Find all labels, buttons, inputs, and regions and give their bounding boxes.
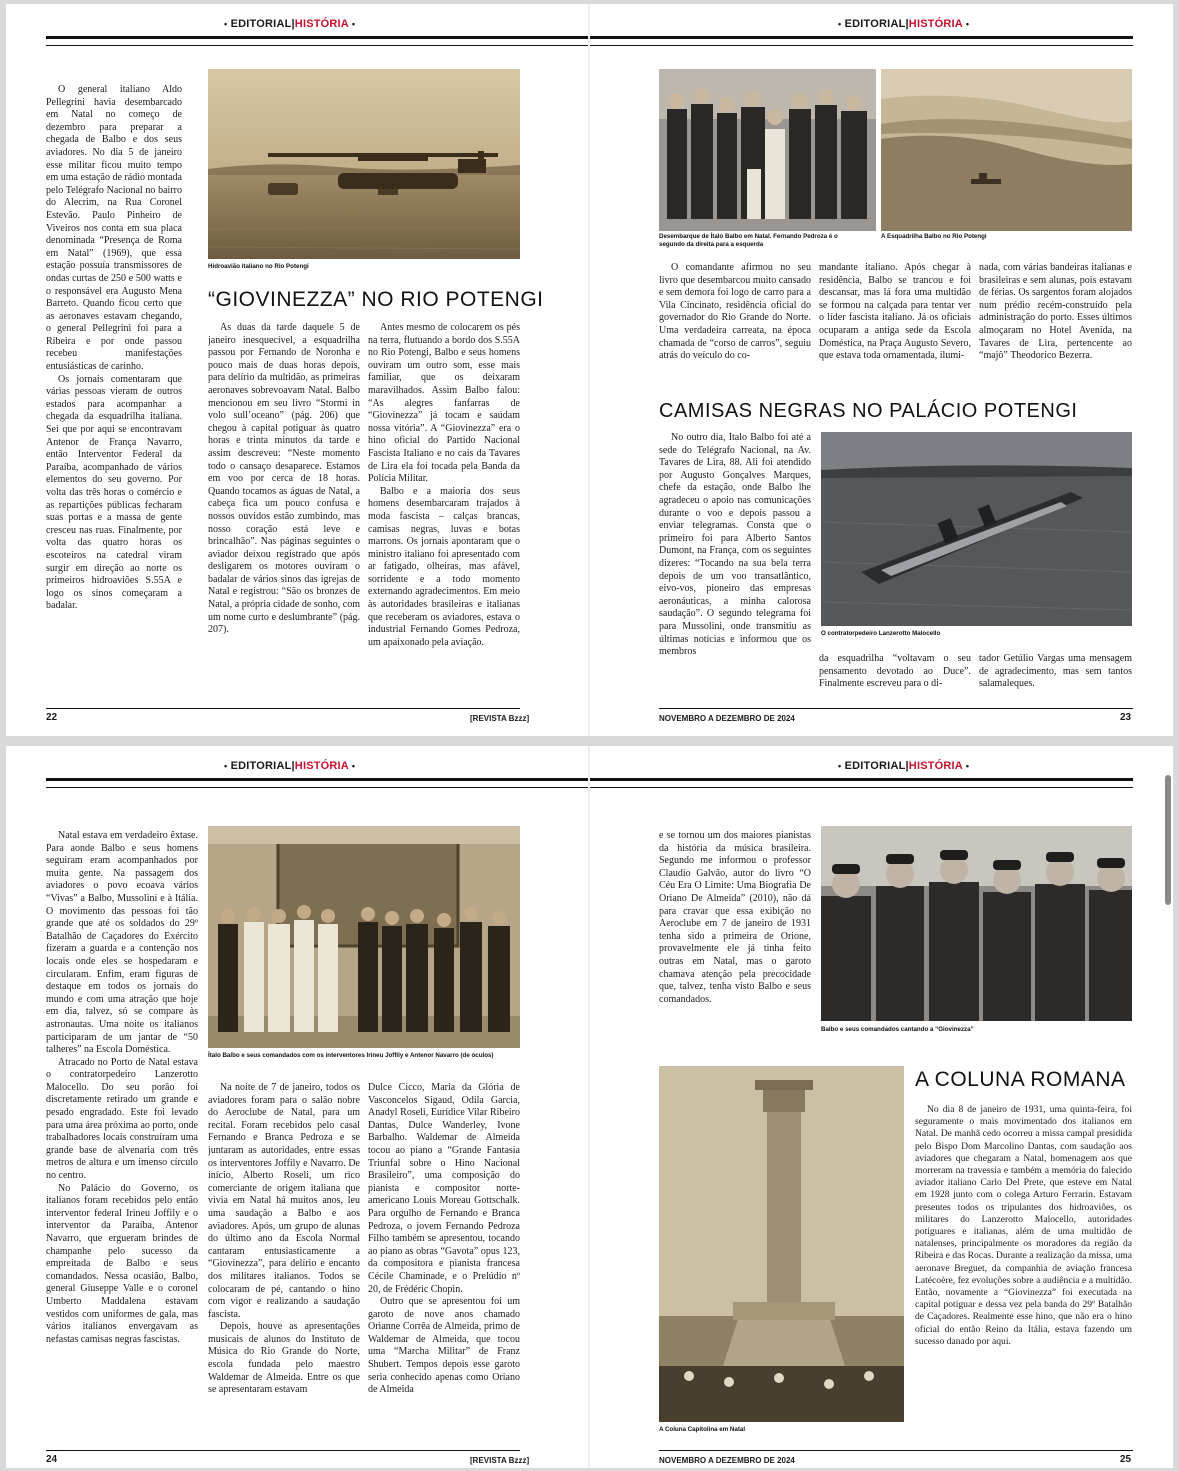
article-column bbox=[368, 1082, 520, 1440]
page-number: 25 bbox=[1120, 1454, 1132, 1465]
header-subsection: HISTÓRIA bbox=[294, 18, 349, 30]
header-bullet: • bbox=[351, 19, 356, 29]
paragraph: Os jornais comentaram que várias pessoas vieram de outros estados para acompanhar a chegada da esquadrilha italiana. Sei que por aqui se encontravam Antenor de França Navarro, então Interventor Federal da Paraíba, acompanhado de vários elementos do seu governo. Por volta das três horas o comércio e as repartições públicas fecharam suas portas e a massa de gente cresceu nas ruas. Finalmente, por volta das quatro horas os escoteiros na catedral viram surgir em direção ao norte os primeiros hidroaviões S.55A e logo os sinos começaram a badalar. bbox=[46, 373, 182, 612]
paragraph: No dia 8 de janeiro de 1931, uma quinta-feira, foi seguramente o mais movimentado dos italianos em Natal. De manhã cedo ocorreu a missa campal presidida pelo Bispo Dom Marcolino Dantas, com saudação aos aviadores que chegaram a Natal, homenagem aos que morreram na travessia e também a memória do falecido aviador italiano Carlo Del Prete, que esteve em Natal em 1928 junto com o colega Arturo Ferrarin. Estavam presentes todos os tripulantes dos hidroaviões, os militares do Lanzerotto Malocello, autoridades potiguares e italianas, além de uma multidão de natalenses, principalmente os moradores da região da Ribeira e das Rocas. Durante a realização da missa, uma aeronave Breguet, da companhia de aviação francesa Latécoère, fez evoluções sobre a audiência e a multidão. Então, novamente a “Giovinezza” foi executada na capital potiguar e dessa vez pela banda do 29º Batalhão de Caçadores. Realmente esse hino, que não era o hino oficial do então Reino da Itália, estava fazendo um sucesso danado por aqui. bbox=[915, 1104, 1132, 1347]
spread-pages-22-23 bbox=[6, 4, 1173, 736]
header-separator: | bbox=[905, 760, 909, 772]
paragraph: mandante italiano. Após chegar à residência, Balbo se trancou e foi descansar, mas lá fora uma multidão se formou na calçada para tentar ver o líder fascista italiano. Já os oficiais ocuparam a antiga sede da Escola Doméstica, na Praça Augusto Severo, que estava toda ornamentada, ilumi- bbox=[819, 262, 971, 362]
article-column bbox=[46, 84, 182, 696]
header-separator: | bbox=[905, 18, 909, 30]
header-section: EDITORIAL bbox=[230, 760, 292, 772]
photo-caption: Hidroavião italiano no Rio Potengi bbox=[208, 263, 309, 270]
article-column bbox=[979, 653, 1132, 697]
destroyer-photo bbox=[821, 432, 1132, 626]
running-header bbox=[838, 18, 969, 30]
header-section: EDITORIAL bbox=[844, 760, 906, 772]
running-header bbox=[224, 760, 355, 772]
header-section: EDITORIAL bbox=[844, 18, 906, 30]
header-bullet: • bbox=[224, 761, 228, 771]
magazine-name: [REVISTA Bzzz] bbox=[470, 1456, 530, 1465]
issue-date: NOVEMBRO A DEZEMBRO DE 2024 bbox=[659, 1456, 795, 1465]
hydroplane-photo bbox=[208, 69, 520, 259]
running-header bbox=[224, 18, 355, 30]
balbo-disembark-photo bbox=[659, 69, 876, 231]
article-column bbox=[46, 830, 198, 1440]
paragraph: No Palácio do Governo, os italianos foram recebidos pelo então interventor federal Irineu Joffily e o interventor da Paraíba, Antenor Navarro, que ergueram brindes de champanhe pelo sucesso da empreitada de Balbo e seus comandados. Nessa ocasião, Balbo, general Giuseppe Valle e o coronel Umberto Maddalena estavam vestidos com uniformes de gala, mas vários italianos envergavam as nefastas camisas negras fascistas. bbox=[46, 1182, 198, 1345]
header-bullet: • bbox=[965, 19, 970, 29]
photo-caption: Desembarque de Ítalo Balbo em Natal. Fernando Pedroza é o segundo da direita para a esquerda bbox=[659, 233, 838, 248]
magazine-name: [REVISTA Bzzz] bbox=[470, 714, 530, 723]
header-rule bbox=[590, 36, 1133, 46]
header-rule bbox=[590, 778, 1133, 788]
footer-rule bbox=[659, 1450, 1133, 1451]
scrollbar-thumb[interactable] bbox=[1165, 775, 1171, 905]
photo-caption: A Esquadrilha Balbo no Rio Potengi bbox=[881, 233, 987, 240]
paragraph: Na noite de 7 de janeiro, todos os aviadores foram para o salão nobre do Aeroclube de Natal, para um recital. Foram recebidos pelo casal Fernando e Branca Pedroza e se juntaram as autoridades, entre essas os interventores Joffily e Navarro. De início, Alberto Roseli, um rico comerciante de origem italiana que vivia em Natal há muitos anos, leu uma saudação a Balbo e aos aviadores. Após, um grupo de alunas do último ano da Escola Normal cantaram entusiasticamente a “Giovinezza”, para delírio e encanto dos militares italianos. Todos se colocaram de pé, cantando o hino com vigor e realizando a saudação fascista. bbox=[208, 1082, 360, 1320]
paragraph: Atracado no Porto de Natal estava o contratorpedeiro Lanzerotto Malocello. Do seu porão foi discretamente retirado um grande e pesado engradado. Este foi levado para uma área próxima ao porto, onde trabalhadores locais construíram uma grande base de alvenaria com três metros de altura e um imenso círculo no centro. bbox=[46, 1056, 198, 1182]
paragraph: Outro que se apresentou foi um garoto de nove anos chamado Orianne Corrêa de Almeida, primo de Waldemar de Almeida, que tocou uma “Marcha Militar” de Franz Shubert. Tempos depois esse garoto seria conhecido apenas como Oriano de Almeida bbox=[368, 1296, 520, 1396]
paragraph: Natal estava em verdadeiro êxtase. Para aonde Balbo e seus homens seguiram eram acompanhados por muita gente. Na passagem dos aviadores o povo ecoava vários “Vivas” a Balbo, Mussolini e à Itália. O movimento das pessoas foi tão grande que até os soldados do 29º Batalhão de Caçadores do Exército fizeram a guarda e a contenção nos locais onde eles se hospedaram e circularam. Enfim, eram figuras de destaque em todos os jornais do mundo e com uma atração que hoje em dia, talvez, só se compare às astronautas. Uma noite os italianos participaram de um jantar de “50 talheres” na Escola Doméstica. bbox=[46, 830, 198, 1056]
paragraph: Antes mesmo de colocarem os pés na terra, flutuando a bordo dos S.55A no Rio Potengi, Balbo e seus homens ouviram um outro som, esse mais familiar, que os deixaram maravilhados. Assim Balbo falou: “As alegres fanfarras de “Giovinezza” já tocam e saúdam nossa vitória”. A “Giovinezza” era o hino oficial do Partido Nacional Fascista Italiano e no cais da Tavares de Lira ela foi tocada pela Banda da Polícia Militar. bbox=[368, 322, 520, 485]
capitoline-column-photo bbox=[659, 1066, 904, 1422]
running-header bbox=[838, 760, 969, 772]
paragraph: tador Getúlio Vargas uma mensagem de agradecimento, mas sem tantos salamaleques. bbox=[979, 653, 1132, 690]
gutter bbox=[588, 4, 590, 736]
header-bullet: • bbox=[838, 761, 842, 771]
photo-caption: O contratorpedeiro Lanzerotto Malocello bbox=[821, 630, 941, 637]
header-bullet: • bbox=[838, 19, 842, 29]
paragraph: da esquadrilha “voltavam o seu pensamento devotado ao Duce”. Finalmente escreveu para o di- bbox=[819, 653, 971, 690]
officers-singing-photo bbox=[821, 826, 1132, 1021]
gutter bbox=[588, 746, 590, 1468]
header-separator: | bbox=[291, 760, 295, 772]
paragraph: O comandante afirmou no seu livro que desembarcou muito cansado e sem demora foi logo de carro para a Vila Cincinato, residência oficial do governador do Rio Grande do Norte. Uma verdadeira carreata, na época chamada de “corso de carros”, seguiu atrás do veículo do co- bbox=[659, 262, 811, 362]
photo-caption: Balbo e seus comandados cantando a “Giovinezza” bbox=[821, 1026, 974, 1033]
header-rule bbox=[46, 36, 588, 46]
spread-pages-24-25 bbox=[6, 746, 1173, 1468]
header-rule bbox=[46, 778, 588, 788]
issue-date: NOVEMBRO A DEZEMBRO DE 2024 bbox=[659, 714, 795, 723]
header-bullet: • bbox=[965, 761, 970, 771]
paragraph: Depois, houve as apresentações musicais de alunos do Instituto de Música do Rio Grande do Norte, escola fundada pelo maestro Waldemar de Almeida. Entre os que se apresentaram estavam bbox=[208, 1321, 360, 1396]
paragraph: Balbo e a maioria dos seus homens desembarcaram trajados à moda fascista – calças brancas, camisas negras, luvas e botas marrons. Os jornais apontaram que o ministro italiano foi apresentado com ar fatigado, olheiras, mas afável, sorridente e a todo momento externando agradecimentos. Em meio às autoridades brasileiras e italianas que receberam os aviadores, estava o industrial Fernando Gomes Pedroza, um apaixonado pela aviação. bbox=[368, 485, 520, 648]
header-bullet: • bbox=[351, 761, 356, 771]
article-column bbox=[979, 262, 1132, 390]
paragraph: nada, com várias bandeiras italianas e brasileiras e sem alunas, pois estavam de férias. Os sargentos foram alojados num prédio recém-construído pela administração do porto. Esses últimos almoçaram no Hotel Avenida, na Tavares de Lira, pertencente ao “majô” Theodorico Bezerra. bbox=[979, 262, 1132, 362]
article-column bbox=[659, 262, 811, 390]
header-subsection: HISTÓRIA bbox=[294, 760, 349, 772]
section-title: A COLUNA ROMANA bbox=[915, 1068, 1126, 1091]
article-column bbox=[368, 322, 520, 697]
header-separator: | bbox=[291, 18, 295, 30]
photo-caption: A Coluna Capitolina em Natal bbox=[659, 1426, 746, 1433]
photo-caption: Ítalo Balbo e seus comandados com os interventores Irineu Joffily e Antenor Navarro (de óculos) bbox=[208, 1052, 494, 1059]
paragraph: No outro dia, Ítalo Balbo foi até a sede do Telégrafo Nacional, na Av. Tavares de Lira, 88. Ali foi atendido por Augusto Gonçalves Marques, chefe da estação, onde Balbo lhe agradeceu o apoio nas comunicações durante o voo e depois passou a enviar telegramas. Consta que o primeiro foi para Alberto Santos Dumont, na França, com os seguintes dizeres: “Tocando na sua bela terra depois de um voo transatlântico, eivo-vos, pioneiro das empresas aeronáuticas, a minha calorosa saudação”. O segundo telegrama foi para Mussolini, onde transmitiu as últimas notícias e informou que os membros bbox=[659, 432, 811, 658]
article-column bbox=[208, 1082, 360, 1440]
balbo-interventors-photo bbox=[208, 826, 520, 1048]
footer-rule bbox=[46, 708, 520, 709]
header-subsection: HISTÓRIA bbox=[908, 18, 963, 30]
article-column bbox=[659, 432, 811, 696]
page-number: 23 bbox=[1120, 712, 1132, 723]
paragraph: e se tornou um dos maiores pianistas da história da música brasileira. Segundo me informou o professor Claudio Galvão, autor do livro “O Céu Era O Limite: Uma Biografia De Oriano De Almeida” (2010), não dá para cravar que essa exibição no Aeroclube em 7 de janeiro de 1931 tenha sido a primeira de Orione, provavelmente ele já tinha feito outras em Natal, mas o garoto chamava atenção pela precocidade que, talvez, tenha visto Balbo e seus comandados. bbox=[659, 830, 811, 1005]
header-subsection: HISTÓRIA bbox=[908, 760, 963, 772]
article-column bbox=[208, 322, 360, 697]
paragraph: Às duas da tarde daquele 5 de janeiro inesquecível, a esquadrilha passou por Fernando de Noronha e pouco mais de duas horas depois, para delírio da multidão, as primeiras aeronaves sobrevoavam Natal. Balbo mencionou em seu livro “Stormi in volo sull’oceano” (pág. 206) que chegou à capital potiguar às quatro horas e trinta minutos da tarde e assim descreveu: “Neste momento todo o cansaço desaparece. Estamos em voo por cerca de 18 horas. Quando tocamos as águas de Natal, a cabeça fica um pouco confusa e nossos ouvidos estão zumbindo, mas nosso coração está leve e brincalhão”. Nas páginas seguintes o aviador deixou registrado que após desligarem os motores ouviram o badalar de vários sinos das igrejas de Natal e registrou: “São os bronzes de Natal, a própria cidade de sonho, com um nome curto e deslumbrante” (pág. 207). bbox=[208, 322, 360, 636]
header-section: EDITORIAL bbox=[230, 18, 292, 30]
paragraph: Dulce Cicco, Maria da Glória de Vasconcelos Sigaud, Odila Garcia, Anadyl Roseli, Eurídice Vilar Ribeiro Dantas, Dulce Wanderley, Ivone Barbalho. Waldemar de Almeida tocou ao piano a “Grande Fantasia Triunfal sobre o Hino Nacional Brasileiro”, uma composição do pianista e compositor norte-americano Louis Moreau Gottschalk. Para orgulho de Fernando e Branca Pedroza, o jovem Fernando Pedroza Filho também se apresentou, tocando ao piano as obras “Gavota” opus 123, da compositora e pianista francesa Cécile Chaminade, e o Prelúdio nº 20, de Frédéric Chopin. bbox=[368, 1082, 520, 1295]
article-column bbox=[819, 653, 971, 697]
page-number: 24 bbox=[46, 1454, 58, 1465]
article-column bbox=[819, 262, 971, 390]
page-number: 22 bbox=[46, 712, 58, 723]
section-title: CAMISAS NEGRAS NO PALÁCIO POTENGI bbox=[659, 400, 1078, 422]
header-bullet: • bbox=[224, 19, 228, 29]
paragraph: O general italiano Aldo Pellegrini havia desembarcado em Natal no começo de dezembro para preparar a chegada de Balbo e dos seus aviadores. No dia 5 de janeiro esse militar ficou muito tempo em uma estação de rádio montada pelo Telégrafo Nacional no bairro do Alecrim, na Rua Coronel Estevão. Paulo Pinheiro de Viveiros nos conta em sua placa denominada “Presença de Roma em Natal” (1969), que essa estação possuía transmissores de ondas curtas de 250 e 500 watts e o responsável era Augusto Mena Barreto. Quando ficou certo que as aeronaves estavam chegando, o general Pellegrini foi para a Ribeira e por onde passou recebeu manifestações entusiásticas de carinho. bbox=[46, 84, 182, 373]
squadron-river-photo bbox=[881, 69, 1132, 231]
article-column bbox=[659, 830, 811, 1040]
section-title: “GIOVINEZZA” NO RIO POTENGI bbox=[208, 288, 544, 311]
footer-rule bbox=[46, 1450, 520, 1451]
footer-rule bbox=[659, 708, 1133, 709]
article-column bbox=[915, 1104, 1132, 1440]
